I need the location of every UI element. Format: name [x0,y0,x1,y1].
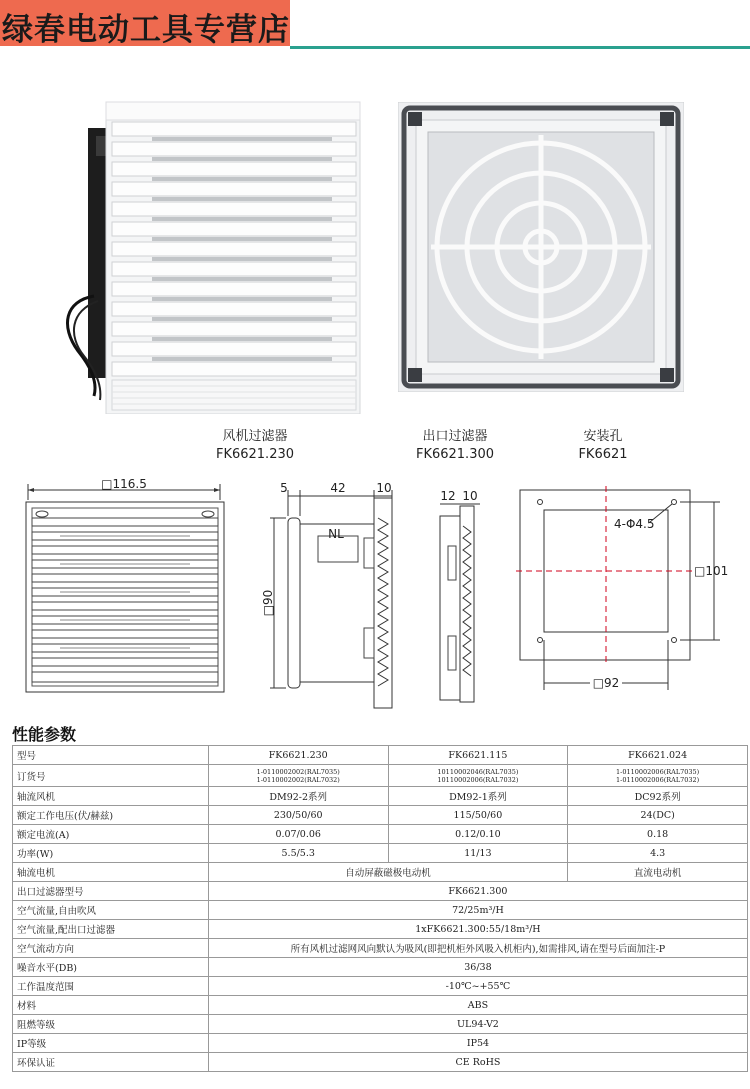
row-label: 轴流电机 [13,863,209,882]
cell: 36/38 [208,958,747,977]
cell: FK6621.024 [568,746,748,765]
table-row [13,844,748,863]
table-row [13,882,748,901]
fan-filter-front-drawing [20,472,230,697]
order-no: 1-0110002006(RAL7035) [616,767,700,776]
banner-divider [290,46,750,49]
fan-height-label: □90 [261,589,275,617]
spec-table [12,745,748,1072]
cell: 0.18 [568,825,748,844]
table-row [13,958,748,977]
cell: -10℃~+55℃ [208,977,747,996]
row-label: 出口过滤器型号 [13,882,209,901]
table-row [13,1053,748,1072]
outlet-side-drawing [430,486,490,706]
outlet-filter-photo [398,102,684,392]
cell: FK6621.230 [208,746,388,765]
cell: 所有风机过滤网风向默认为吸风(即把机柜外风吸入机柜内),如需排风,请在型号后面加注-P [208,939,747,958]
cell: DM92-1系列 [388,787,568,806]
table-row [13,939,748,958]
cell: 4.3 [568,844,748,863]
store-banner [0,0,750,50]
hole-width-label: □92 [592,676,620,690]
caption-title: 出口过滤器 [422,429,488,444]
table-row [13,1015,748,1034]
dim-10: 10 [376,481,392,495]
table-row [13,920,748,939]
cell: DC92系列 [568,787,748,806]
row-label: 空气流动方向 [13,939,209,958]
table-row [13,825,748,844]
cell: 5.5/5.3 [208,844,388,863]
caption-fan-filter [180,428,330,464]
cell: UL94-V2 [208,1015,747,1034]
order-no: 1-0110002006(RAL7032) [616,775,700,784]
cell: 0.07/0.06 [208,825,388,844]
cell [388,765,568,787]
row-label: 订货号 [13,765,209,787]
order-no: 1-0110002002(RAL7032) [256,775,340,784]
cell: 1xFK6621.300:55/18m³/H [208,920,747,939]
table-row [13,765,748,787]
table-row [13,901,748,920]
cell: 0.12/0.10 [388,825,568,844]
terminal-marks: NL [328,527,344,541]
cell: 24(DC) [568,806,748,825]
spec-title: 性能参数 [12,725,77,744]
fan-side-drawing [252,478,402,710]
dim-12: 12 [440,489,456,503]
cell [208,765,388,787]
caption-mounting-hole [528,428,678,464]
cell: 11/13 [388,844,568,863]
hole-spec-label: 4-Φ4.5 [614,517,655,531]
cell: 自动屏蔽磁极电动机 [208,863,567,882]
dim-10: 10 [462,489,478,503]
table-row [13,806,748,825]
row-label: 功率(W) [13,844,209,863]
table-row [13,787,748,806]
fan-width-label: □116.5 [101,477,147,491]
dim-42: 42 [330,481,346,495]
row-label: 材料 [13,996,209,1015]
cell: 115/50/60 [388,806,568,825]
row-label: 噪音水平(DB) [13,958,209,977]
row-label: 型号 [13,746,209,765]
row-label: 轴流风机 [13,787,209,806]
fan-filter-photo [60,96,370,414]
store-title: 绿春电动工具专营店 [2,12,290,48]
order-no: 10110002046(RAL7035) [437,767,519,776]
row-label: IP等级 [13,1034,209,1053]
cell: DM92-2系列 [208,787,388,806]
caption-model: FK6621 [578,447,628,462]
cell: FK6621.300 [208,882,747,901]
table-row [13,863,748,882]
cell: FK6621.115 [388,746,568,765]
table-row [13,746,748,765]
table-row [13,1034,748,1053]
table-row [13,977,748,996]
row-label: 空气流量,配出口过滤器 [13,920,209,939]
caption-title: 安装孔 [583,429,623,444]
caption-model: FK6621.300 [415,447,495,462]
dim-5: 5 [280,481,288,495]
hole-height-label: □101 [694,564,729,578]
caption-title: 风机过滤器 [222,429,288,444]
row-label: 额定电流(A) [13,825,209,844]
caption-model: FK6621.230 [215,447,295,462]
cell: 230/50/60 [208,806,388,825]
row-label: 环保认证 [13,1053,209,1072]
cell: ABS [208,996,747,1015]
row-label: 阻燃等级 [13,1015,209,1034]
row-label: 工作温度范围 [13,977,209,996]
order-no: 10110002006(RAL7032) [437,775,519,784]
cell: 72/25m³/H [208,901,747,920]
cell: CE RoHS [208,1053,747,1072]
table-row [13,996,748,1015]
row-label: 额定工作电压(伏/赫兹) [13,806,209,825]
cell [568,765,748,787]
order-no: 1-0110002002(RAL7035) [256,767,340,776]
caption-outlet-filter [380,428,530,464]
cell: IP54 [208,1034,747,1053]
cell: 直流电动机 [568,863,748,882]
panel-cutout-drawing [510,480,740,695]
row-label: 空气流量,自由吹风 [13,901,209,920]
